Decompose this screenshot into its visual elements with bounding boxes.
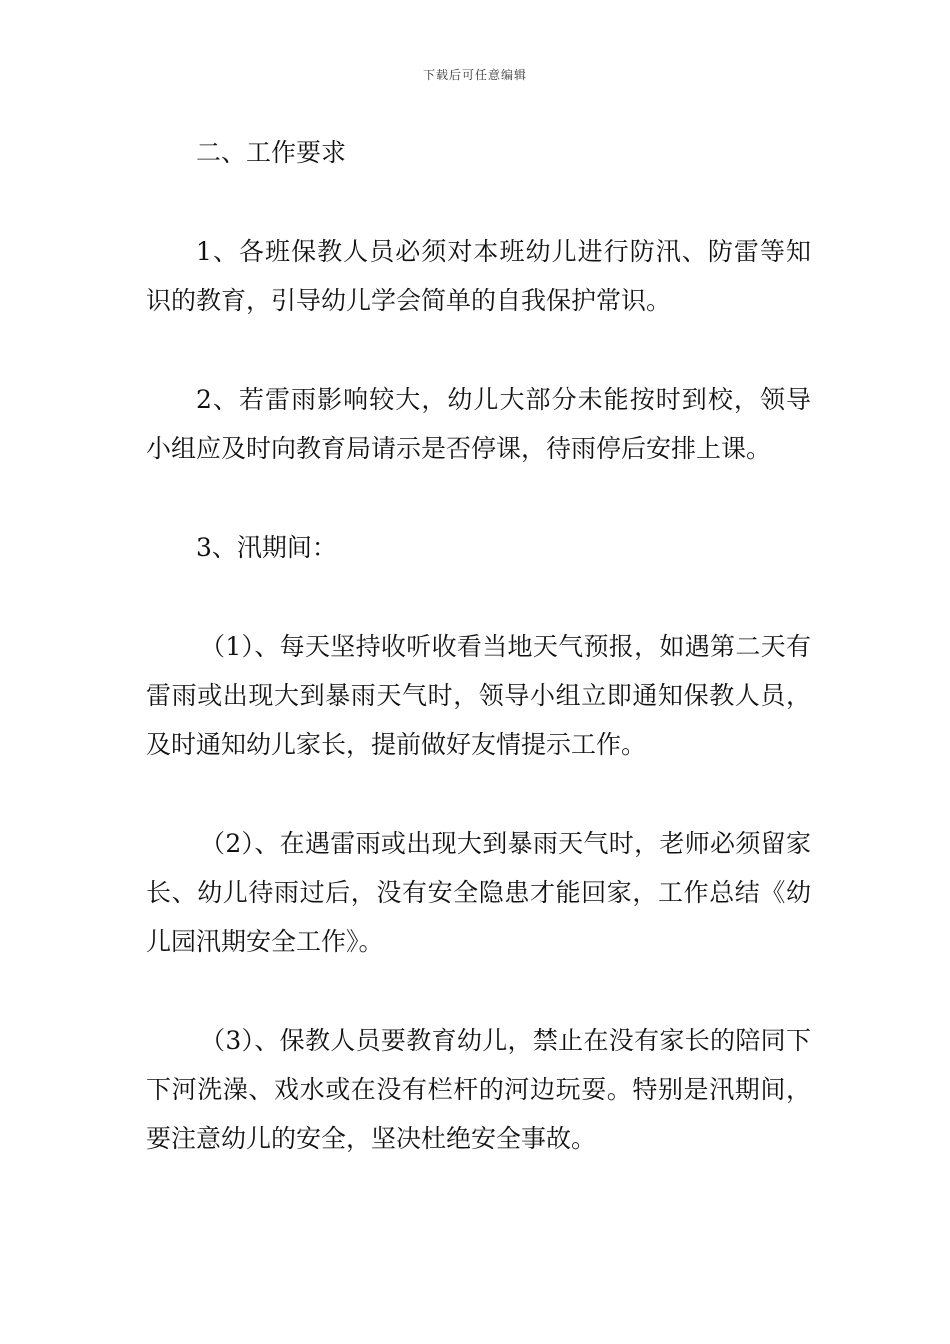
paragraph-subitem-1: （1）、每天坚持收听收看当地天气预报，如遇第二天有雷雨或出现大到暴雨天气时，领导小组立即通知保教人员，及时通知幼儿家长，提前做好友情提示工作。 xyxy=(146,632,811,759)
document-body xyxy=(146,128,811,1163)
section-title: 二、工作要求 xyxy=(196,138,347,167)
paragraph-subitem-2: （2）、在遇雷雨或出现大到暴雨天气时，老师必须留家长、幼儿待雨过后，没有安全隐患才能回家，工作总结《幼儿园汛期安全工作》。 xyxy=(146,829,811,956)
paragraph-item-2: 2、若雷雨影响较大，幼儿大部分未能按时到校，领导小组应及时向教育局请示是否停课，待雨停后安排上课。 xyxy=(146,385,811,463)
page-header-note: 下载后可任意编辑 xyxy=(422,68,527,82)
paragraph-subitem-3: （3）、保教人员要教育幼儿，禁止在没有家长的陪同下下河洗澡、戏水或在没有栏杆的河边玩耍。特别是汛期间，要注意幼儿的安全，坚决杜绝安全事故。 xyxy=(146,1026,811,1153)
paragraph-item-1: 1、各班保教人员必须对本班幼儿进行防汛、防雷等知识的教育，引导幼儿学会简单的自我保护常识。 xyxy=(146,237,811,315)
paragraph-item-3: 3、汛期间： xyxy=(196,533,337,562)
